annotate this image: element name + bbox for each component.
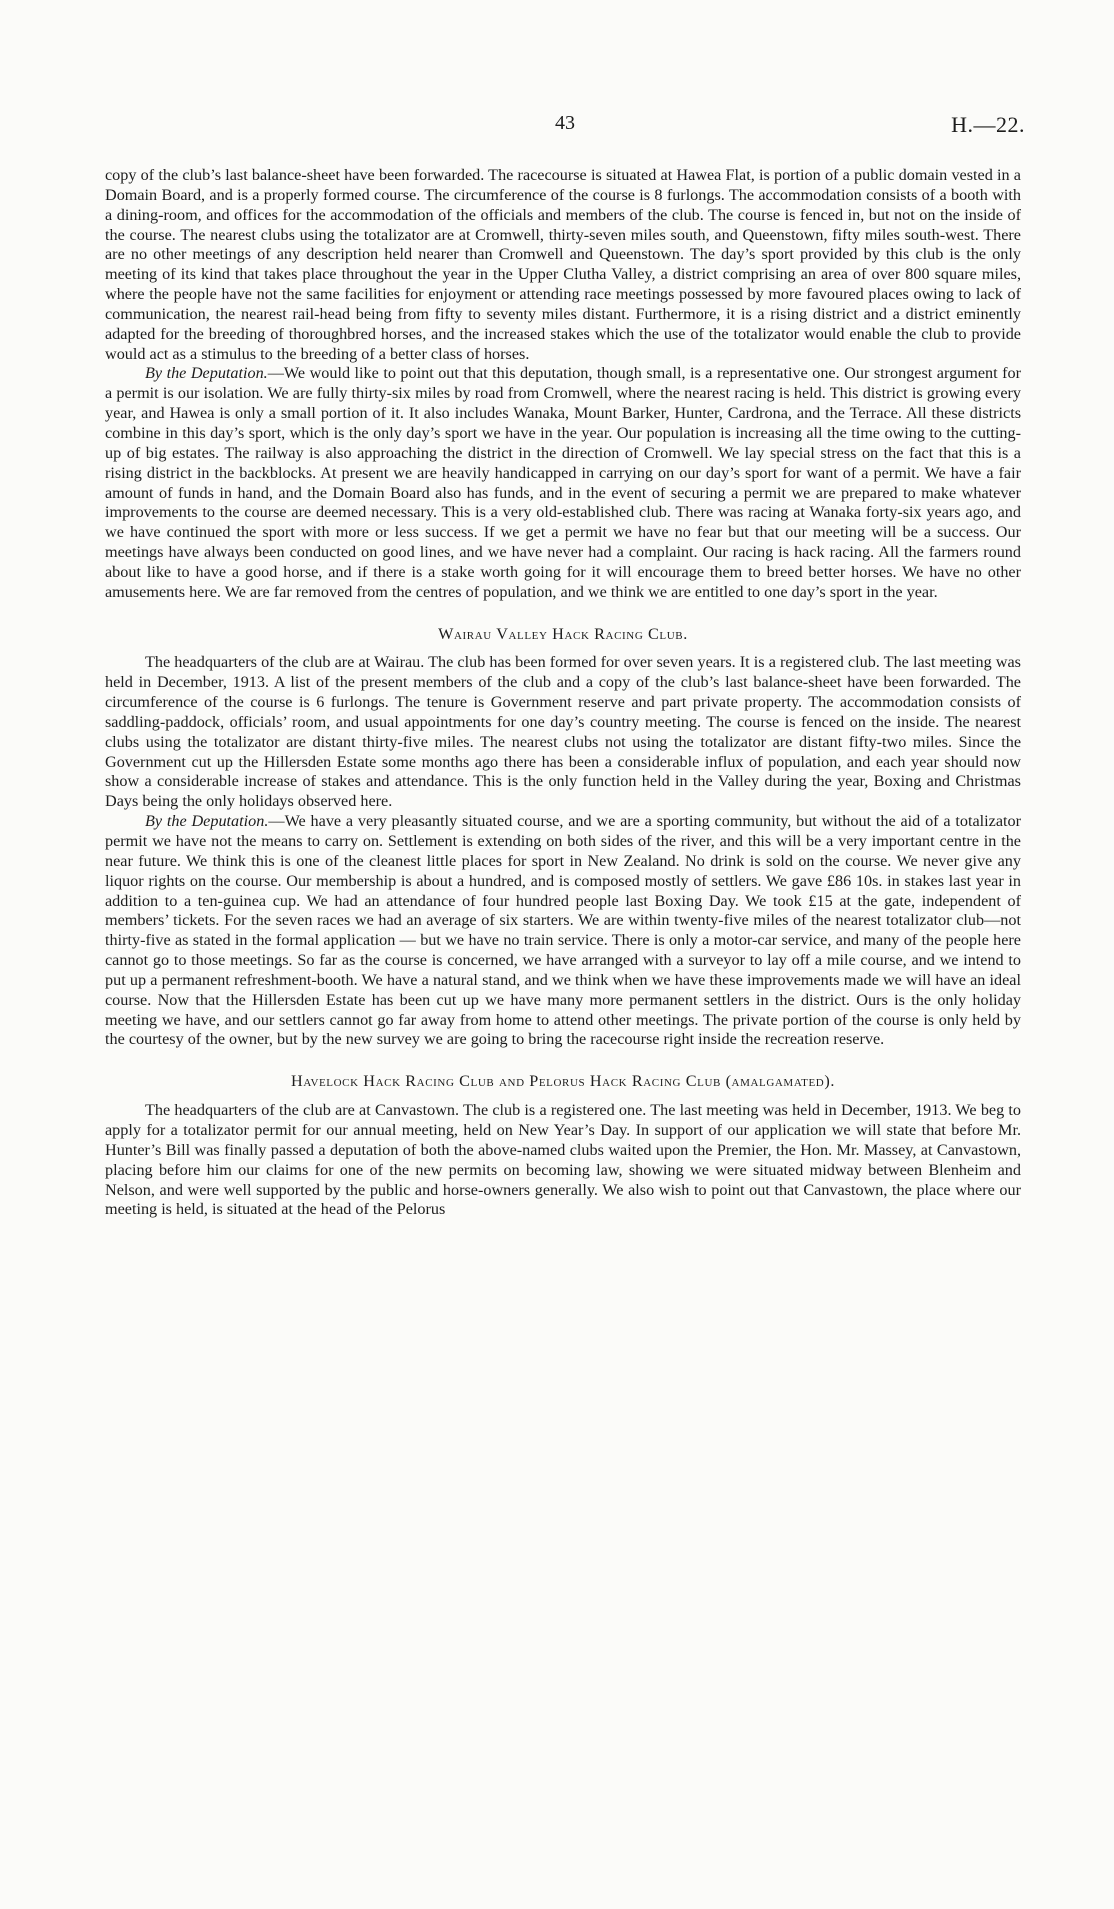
havelock-paragraph: The headquarters of the club are at Canvastown. The club is a registered one. The last meeting was held in December, 1913. We beg to apply for a totalizator permit for our annual meeting, held on New Year’s Day. In support of our application we will state that before Mr. Hunter’s Bill was finally passed a deputation of both the above-named clubs waited upon the Premier, the Hon. Mr. Massey, at Canvastown, placing before him our claims for one of the new permits on becoming law, showing we were situated midway between Blenheim and Nelson, and were well supported by the public and horse-owners generally. We also wish to point out that Canvastown, the place where our meeting is held, is situated at the head of the Pelorus	[105, 1101, 1021, 1219]
document-reference: H.—22.	[951, 112, 1025, 137]
deputation-text: —We have a very pleasantly situated course, and we are a sporting community, but without the aid of a totalizator permit we have not the means to carry on. Settlement is extending on both sides of the river, and this will be a very important centre in the near future. We think this is one of the cleanest little places for sport in New Zealand. No drink is sold on the course. We never give any liquor rights on the course. Our membership is about a hundred, and is composed mostly of settlers. We gave £86 10s. in stakes last year in addition to a ten-guinea cup. We had an attendance of four hundred people last Boxing Day. We took £15 at the gate, independent of members’ tickets. For the seven races we had an average of six starters. We are within twenty-five miles of the nearest totalizator club—not thirty-five as stated in the formal application — but we have no train service. There is only a motor-car service, and many of the people here cannot go to those meetings. So far as the course is concerned, we have arranged with a surveyor to lay off a mile course, and we intend to put up a permanent refreshment-booth. We have a natural stand, and we think when we have these improvements made we will have an ideal course. Now that the Hillersden Estate has been cut up we have many more permanent settlers in the district. Ours is the only holiday meeting we have, and our settlers cannot go far away from home to attend other meetings. The private portion of the course is only held by the courtesy of the owner, but by the new survey we are going to bring the racecourse right inside the recreation reserve.	[105, 812, 1021, 1049]
text-column	[105, 166, 1021, 1220]
page-number: 43	[555, 112, 575, 134]
deputation-lead: By the Deputation.	[145, 812, 269, 831]
wairau-section-heading: Wairau Valley Hack Racing Club.	[438, 624, 688, 643]
page-header	[105, 112, 1025, 140]
havelock-section-heading: Havelock Hack Racing Club and Pelorus Hack Racing Club (amalgamated).	[291, 1072, 835, 1091]
hawea-deputation-paragraph	[105, 364, 1021, 602]
deputation-text: —We would like to point out that this deputation, though small, is a representative one. Our strongest argument for a permit is our isolation. We are fully thirty-six miles by road from Cromwell, where the nearest racing is held. This district is growing every year, and Hawea is only a small portion of it. It also includes Wanaka, Mount Barker, Hunter, Cardrona, and the Terrace. All these districts combine in this day’s sport, which is the only day’s sport we have in the year. Our population is increasing all the time owing to the cutting-up of big estates. The railway is also approaching the district in the direction of Cromwell. We lay special stress on the fact that this is a rising district in the backblocks. At present we are heavily handicapped in carrying on our day’s sport for want of a permit. We have a fair amount of funds in hand, and the Domain Board also has funds, and in the event of securing a permit we are prepared to make whatever improvements to the course are deemed necessary. This is a very old-established club. There was racing at Wanaka forty-six years ago, and we have continued the sport with more or less success. If we get a permit we have no fear but that our meeting will be a success. Our meetings have always been conducted on good lines, and we have never had a complaint. Our racing is hack racing. All the farmers round about like to have a good horse, and if there is a stake worth going for it will encourage them to breed better horses. We have no other amusements here. We are far removed from the centres of population, and we think we are entitled to one day’s sport in the year.	[105, 364, 1021, 601]
deputation-lead: By the Deputation.	[145, 364, 268, 383]
wairau-deputation-paragraph	[105, 812, 1021, 1050]
hawea-paragraph: copy of the club’s last balance-sheet have been forwarded. The racecourse is situated at Hawea Flat, is portion of a public domain vested in a Domain Board, and is a properly formed course. The circumference of the course is 8 furlongs. The accommodation consists of a booth with a dining-room, and offices for the accommodation of the officials and members of the club. The course is fenced in, but not on the inside of the course. The nearest clubs using the totalizator are at Cromwell, thirty-seven miles south, and Queenstown, fifty miles south-west. There are no other meetings of any description held nearer than Cromwell and Queenstown. The day’s sport provided by this club is the only meeting of its kind that takes place throughout the year in the Upper Clutha Valley, a district comprising an area of over 800 square miles, where the people have not the same facilities for enjoyment or attending race meetings possessed by more favoured places owing to lack of communication, the nearest rail-head being from fifty to seventy miles distant. Furthermore, it is a rising district and a district eminently adapted for the breeding of thoroughbred horses, and the increased stakes which the use of the totalizator would enable the club to provide would act as a stimulus to the breeding of a better class of horses.	[105, 166, 1021, 363]
wairau-paragraph: The headquarters of the club are at Wairau. The club has been formed for over seven years. It is a registered club. The last meeting was held in December, 1913. A list of the present members of the club and a copy of the club’s last balance-sheet have been forwarded. The circumference of the course is 6 furlongs. The tenure is Government reserve and part private property. The accommodation consists of saddling-paddock, officials’ room, and usual appointments for one day’s country meeting. The course is fenced on the inside. The nearest clubs using the totalizator are distant thirty-five miles. The nearest clubs not using the totalizator are distant fifty-two miles. Since the Government cut up the Hillersden Estate some months ago there has been a considerable influx of population, and each year should now show a considerable increase of stakes and attendance. This is the only function held in the Valley during the year, Boxing and Christmas Days being the only holidays observed here.	[105, 653, 1021, 811]
